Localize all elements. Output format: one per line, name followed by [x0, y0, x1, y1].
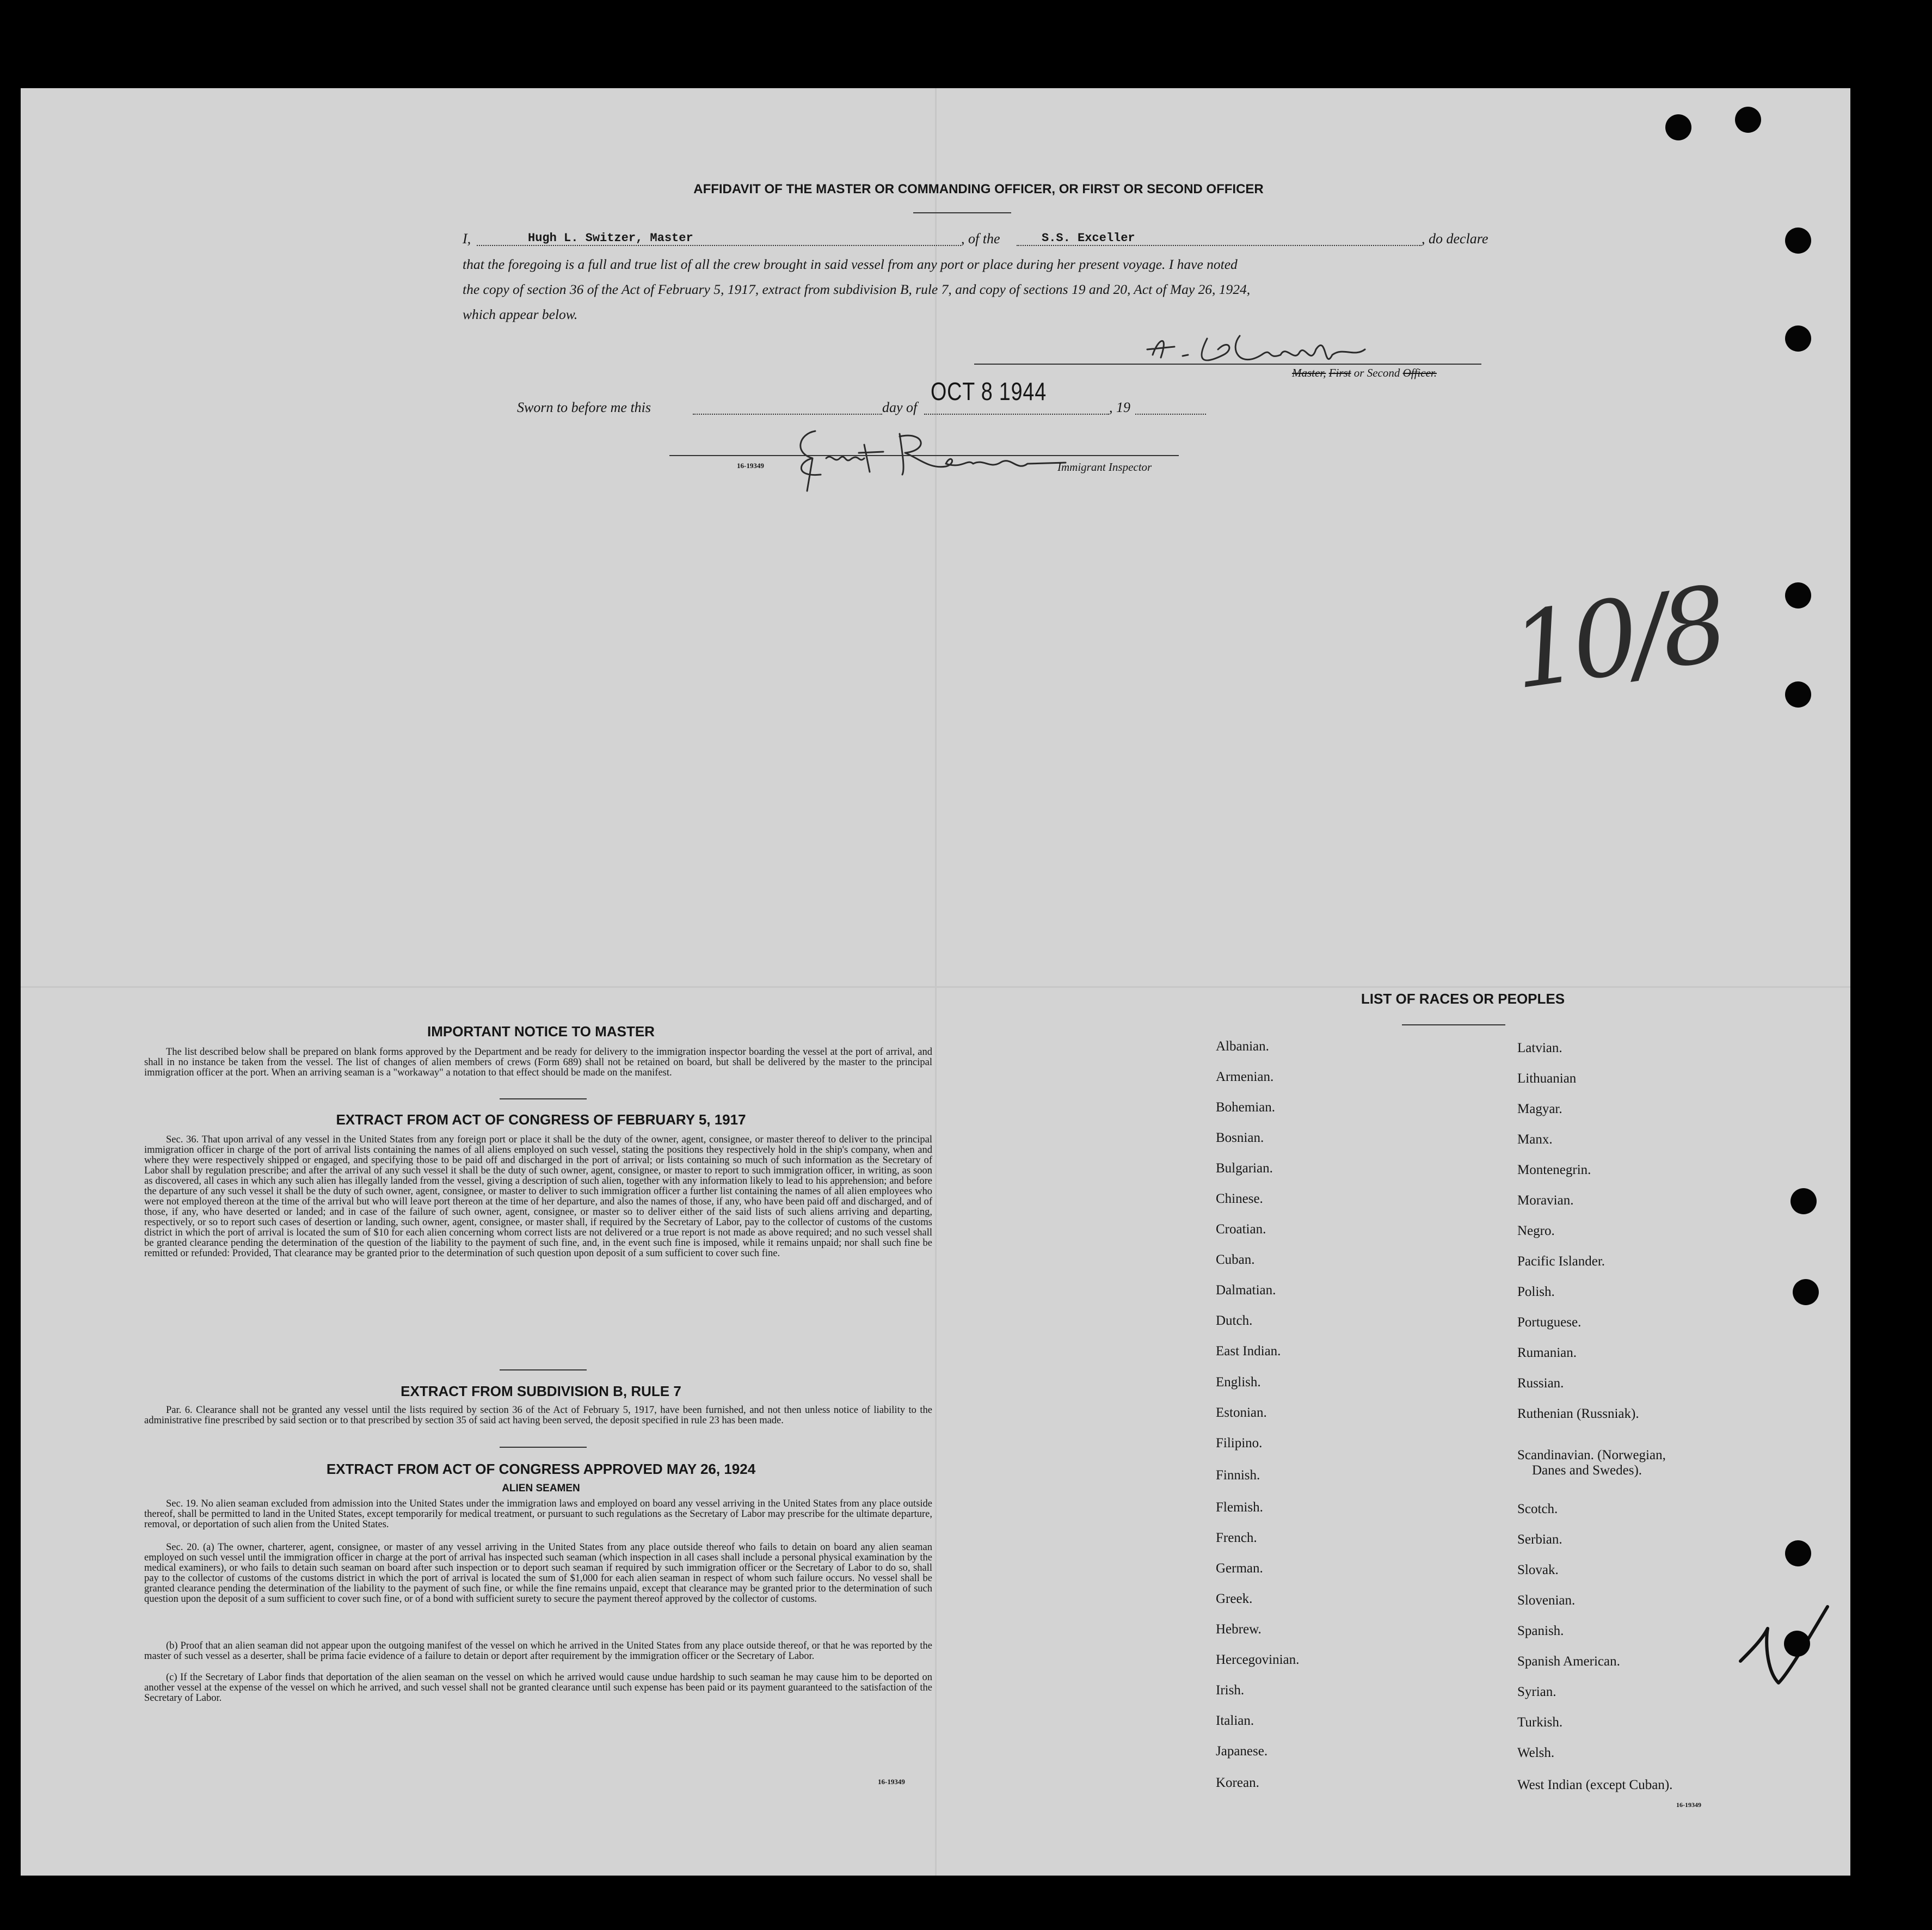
race-item: Bulgarian.: [1216, 1161, 1273, 1176]
declarant-line: [477, 245, 961, 246]
inspector-caption: Immigrant Inspector: [1057, 460, 1152, 474]
race-item: Serbian.: [1517, 1532, 1562, 1547]
race-item: Hebrew.: [1216, 1622, 1262, 1637]
race-item: Croatian.: [1216, 1222, 1266, 1237]
officer-caption-first: First: [1328, 366, 1351, 379]
of-the-label: , of the: [961, 231, 1000, 247]
notice-title: IMPORTANT NOTICE TO MASTER: [427, 1023, 655, 1040]
race-item: Syrian.: [1517, 1685, 1556, 1699]
race-item: Slovenian.: [1517, 1593, 1576, 1608]
punch-hole: [1735, 107, 1761, 133]
race-item: Hercegovinian.: [1216, 1652, 1300, 1667]
race-item-continued: Danes and Swedes).: [1532, 1463, 1642, 1478]
race-item: Spanish.: [1517, 1624, 1564, 1638]
notice-text: The list described below shall be prepared on blank forms approved by the Department and be ready for delivery to the immigration inspector boarding the vessel at the port of arrival, and shall in no instance be taken from the vessel. The list of changes of alien members of crews (Form 689) shall not be retained on board, but shall be delivered by the master to the principal immigration officer at the port. When an arriving seaman is a "workaway" a notation to that effect should be made on the manifest.: [144, 1047, 932, 1078]
race-item: French.: [1216, 1531, 1257, 1545]
race-item: German.: [1216, 1561, 1263, 1576]
punch-hole: [1665, 114, 1691, 140]
document-page: [21, 88, 1850, 1876]
race-item: Montenegrin.: [1517, 1163, 1591, 1177]
sec-20a-text: Sec. 20. (a) The owner, charterer, agent, consignee, or master of any vessel arriving in the United States from any place outside thereof who fails to detain on board any alien seaman employed on such vessel until the immigration officer in charge at the port of arrival has inspected such seaman (which inspection in all cases shall include a personal physical examination by the medical examiners), or who fails to detain such seaman on board after such inspection or to deport such seaman if required by such immigration officer or the Secretary of Labor to do so, shall pay to the collector of customs of the customs district in which the port of arrival is located the sum of $1,000 for each alien seaman in respect of whom such failure occurs. No vessel shall be granted clearance pending the determination of the liability to the payment of such fine, or while the fine remains unpaid, except that clearance may be granted prior to the determination of such question upon the deposit of a sum sufficient to cover such fine, or of a bond with sufficient surety to secure the payment thereof approved by the collector of customs.: [144, 1542, 932, 1605]
sworn-label: Sworn to before me this: [517, 399, 651, 415]
race-item: Albanian.: [1216, 1039, 1269, 1054]
horizontal-fold-line: [21, 986, 1850, 988]
race-item: Slovak.: [1517, 1563, 1559, 1577]
race-item: Manx.: [1517, 1132, 1553, 1147]
race-item: Italian.: [1216, 1713, 1254, 1728]
race-item: Bohemian.: [1216, 1100, 1276, 1115]
notice-divider: [500, 1098, 587, 1099]
sec-20b-text: (b) Proof that an alien seaman did not appear upon the outgoing manifest of the vessel on which he arrived in the United States from any place outside thereof, or that he was reported by the master of such vessel as a deserter, shall be prima facie evidence of a failure to detain or deport after requirement by the immigration officer or the Secretary of Labor.: [144, 1640, 932, 1662]
month-line: [924, 414, 1109, 415]
race-item: Welsh.: [1517, 1745, 1555, 1760]
punch-hole: [1793, 1279, 1819, 1305]
day-of-label: day of: [882, 399, 918, 415]
do-declare-label: , do declare: [1422, 231, 1488, 247]
affidavit-title: AFFIDAVIT OF THE MASTER OR COMMANDING OFFICER, OR FIRST OR SECOND OFFICER: [693, 182, 1264, 196]
races-title-underline: [1402, 1024, 1505, 1025]
punch-hole: [1785, 681, 1811, 708]
race-item: Chinese.: [1216, 1191, 1263, 1206]
race-item: Japanese.: [1216, 1744, 1268, 1759]
extract-1924-subtitle: ALIEN SEAMEN: [502, 1483, 580, 1494]
race-item: Korean.: [1216, 1775, 1259, 1790]
race-item: Rumanian.: [1517, 1345, 1577, 1360]
punch-hole: [1785, 1540, 1811, 1566]
extract-rule7-divider: [500, 1447, 587, 1448]
handwritten-note: 10/8: [1504, 564, 1730, 712]
punch-hole: [1785, 325, 1811, 352]
officer-caption-officer: Officer.: [1402, 366, 1437, 379]
inspector-signature-line: [669, 455, 1179, 456]
race-item: English.: [1216, 1375, 1261, 1390]
race-item: Irish.: [1216, 1683, 1245, 1698]
notice-form-number: 16-19349: [878, 1778, 905, 1786]
race-item: Spanish American.: [1517, 1654, 1620, 1669]
officer-caption-rest: or Second: [1353, 366, 1400, 379]
race-item: Russian.: [1517, 1376, 1564, 1391]
race-item: Lithuanian: [1517, 1071, 1577, 1086]
year-line: [1135, 414, 1206, 415]
declarant-name: Hugh L. Switzer, Master: [528, 231, 693, 245]
extract-rule7-text: Par. 6. Clearance shall not be granted any vessel until the lists required by section 36 of the Act of February 5, 1917, have been furnished, and not then unless notice of liability to the administrative fine prescribed by said section or to that prescribed by section 35 of said act having been served, the deposit specified in rule 23 has been made.: [144, 1405, 932, 1426]
race-item: Polish.: [1517, 1284, 1555, 1299]
officer-caption-master: Master,: [1292, 366, 1326, 379]
race-item: Armenian.: [1216, 1070, 1274, 1084]
race-item: Negro.: [1517, 1224, 1555, 1238]
punch-hole: [1791, 1188, 1817, 1214]
punch-hole: [1784, 1631, 1810, 1657]
vessel-name: S.S. Exceller: [1042, 231, 1135, 245]
race-item: Pacific Islander.: [1517, 1254, 1605, 1269]
title-underline: [913, 212, 1011, 213]
race-item: East Indian.: [1216, 1344, 1281, 1359]
race-item: Moravian.: [1517, 1193, 1574, 1208]
races-title: LIST OF RACES OR PEOPLES: [1361, 991, 1565, 1007]
extract-1917-divider: [500, 1369, 587, 1370]
race-item: West Indian (except Cuban).: [1517, 1778, 1673, 1792]
race-item: Dutch.: [1216, 1313, 1253, 1328]
race-item: Bosnian.: [1216, 1130, 1264, 1145]
year-label: , 19: [1109, 399, 1130, 415]
race-item: Ruthenian (Russniak).: [1517, 1406, 1639, 1421]
extract-1924-title: EXTRACT FROM ACT OF CONGRESS APPROVED MAY 26, 1924: [326, 1461, 756, 1477]
affidavit-form-number: 16-19349: [737, 462, 764, 470]
race-item: Scandinavian. (Norwegian,: [1517, 1448, 1666, 1462]
race-item: Finnish.: [1216, 1468, 1260, 1483]
affidavit-body-line-1: that the foregoing is a full and true list of all the crew brought in said vessel from any port or place during her present voyage. I have noted: [463, 256, 1238, 272]
race-item: Greek.: [1216, 1591, 1253, 1606]
affidavit-body-line-3: which appear below.: [463, 306, 578, 322]
race-item: Scotch.: [1517, 1502, 1558, 1516]
race-item: Cuban.: [1216, 1252, 1255, 1267]
race-item: Dalmatian.: [1216, 1283, 1276, 1298]
race-item: Magyar.: [1517, 1102, 1562, 1116]
race-item: Turkish.: [1517, 1715, 1563, 1730]
punch-hole: [1785, 228, 1811, 254]
sworn-day-line: [693, 414, 882, 415]
extract-rule7-title: EXTRACT FROM SUBDIVISION B, RULE 7: [401, 1383, 681, 1399]
sec-19-text: Sec. 19. No alien seaman excluded from admission into the United States under the immigration laws and employed on board any vessel arriving in the United States from any place outside thereof, shall be permitted to land in the United States, except temporarily for medical treatment, or pursuant to such regulations as the Secretary of Labor may prescribe for the ultimate departure, removal, or deportation of such alien from the United States.: [144, 1498, 932, 1530]
affidavit-body-line-2: the copy of section 36 of the Act of February 5, 1917, extract from subdivision B, rule 7, and copy of sections 19 and 20, Act of May 26, 1924,: [463, 281, 1251, 297]
inspector-signature: [783, 420, 1087, 496]
race-item: Portuguese.: [1517, 1315, 1582, 1330]
punch-hole: [1785, 582, 1811, 608]
date-stamp: OCT 8 1944: [931, 377, 1047, 405]
sec-20c-text: (c) If the Secretary of Labor finds that deportation of the alien seaman on the vessel on which he arrived would cause undue hardship to such seaman he may cause him to be deported on another vessel at the expense of the vessel on which he arrived, and such vessel shall not be granted clearance until such expense has been paid or its payment guaranteed to the satisfaction of the Secretary of Labor.: [144, 1672, 932, 1704]
extract-1917-text: Sec. 36. That upon arrival of any vessel in the United States from any foreign port or place it shall be the duty of the owner, agent, consignee, or master thereof to deliver to the principal immigration officer in charge of the port of arrival lists containing the names of all aliens employed on such vessel, stating the positions they respectively hold in the ship's company, when and where they were respectively shipped or engaged, and specifying those to be paid off and discharged in the port of arrival; or lists containing so much of such information as the Secretary of Labor shall by regulation prescribe; and after the arrival of any such vessel it shall be the duty of such owner, agent, consignee, or master to report to such immigration officer, in writing, as soon as discovered, all cases in which any such alien has illegally landed from the vessel, giving a description of such alien, together with any information likely to lead to his apprehension; and before the departure of any such vessel it shall be the duty of such owner, agent, consignee, or master to deliver to such immigration officer a further list containing the names of all alien employees who were not employed thereon at the time of the arrival but who will leave port thereon at the time of her departure, and also the names of those, if any, who have been paid off and discharged, and of those, if any, who have deserted or landed; and in case of the failure of such owner, agent, consignee, or master so to deliver either of the said lists of such aliens arriving and departing, respectively, or so to report such cases of desertion or landing, such owner, agent, consignee, or master shall, if required by the Secretary of Labor, pay to the collector of customs of the customs district in which the port of arrival is located the sum of $10 for each alien concerning whom correct lists are not delivered or a true report is not made as above required; and no such vessel shall be granted clearance pending the determination of the question of the liability to the payment of such fine, and, in the event such fine is imposed, while it remains unpaid; nor shall such fine be remitted or refunded: Provided, That clearance may be granted prior to the determination of such question upon deposit of a sum sufficient to cover such fine.: [144, 1134, 932, 1259]
master-signature-line: [974, 364, 1481, 365]
race-item: Filipino.: [1216, 1436, 1263, 1450]
check-mark: [1735, 1601, 1833, 1710]
race-item: Flemish.: [1216, 1500, 1263, 1515]
race-item: Latvian.: [1517, 1041, 1562, 1055]
race-item: Estonian.: [1216, 1405, 1267, 1420]
vessel-line: [1017, 245, 1422, 246]
officer-caption: [1292, 366, 1437, 380]
vertical-fold-line: [935, 88, 937, 1876]
extract-1917-title: EXTRACT FROM ACT OF CONGRESS OF FEBRUARY 5, 1917: [336, 1111, 746, 1128]
i-label: I,: [463, 231, 471, 247]
races-form-number: 16-19349: [1676, 1801, 1701, 1809]
